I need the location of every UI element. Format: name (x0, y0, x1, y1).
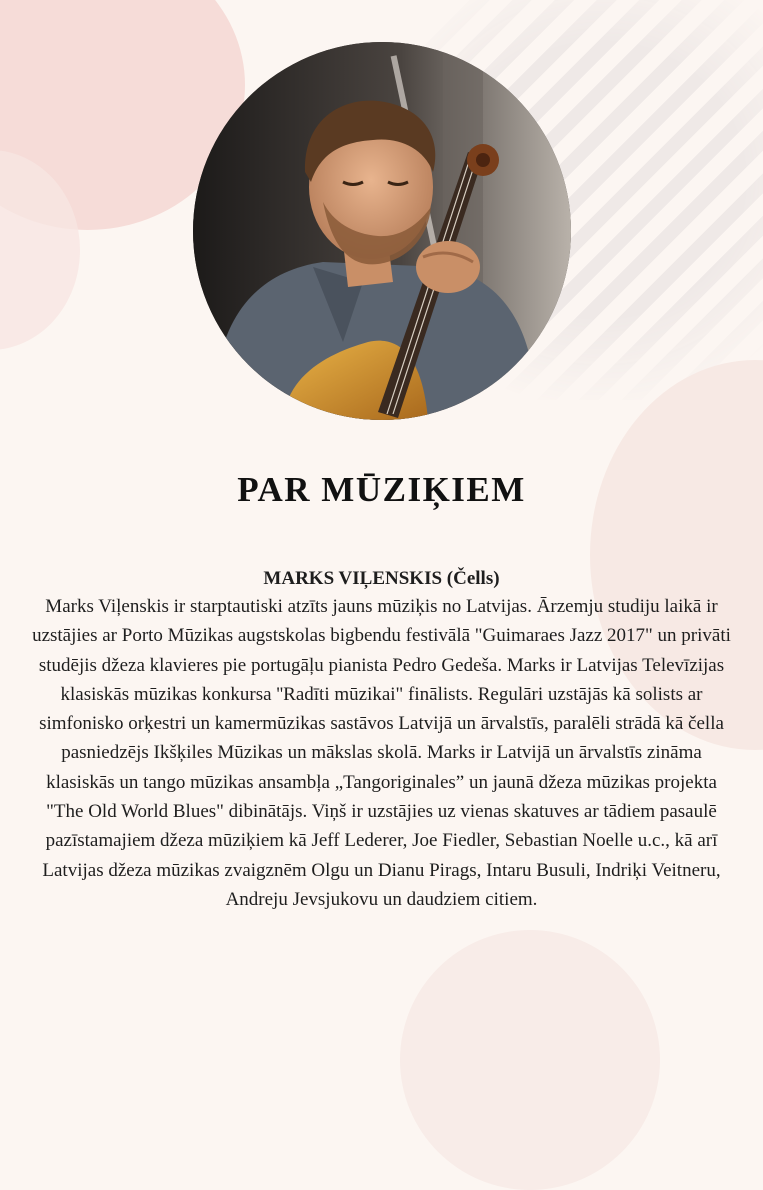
musician-name: MARKS VIĻENSKIS (Čells) (263, 568, 500, 589)
musician-bio-text: Marks Viļenskis ir starptautiski atzīts jauns mūziķis no Latvijas. Ārzemju studiju laikā ir uzstājies ar Porto Mūzikas augstskolas bigbendu festivālā "Guimaraes Jazz 2017" un privāti studējis džeza klavieres pie portugāļu pianista Pedro Gedeša. Marks ir Latvijas Televīzijas klasiskās mūzikas konkursa ''Radīti mūzikai" finālists. Regulāri uzstājās kā solists ar simfonisko orķestri un kamermūzikas sastāvos Latvijā un ārvalstīs, paralēli strādā kā čella pasniedzējs Ikšķiles Mūzikas un mākslas skolā. Marks ir Latvijā un ārvalstīs zināma klasiskās un tango mūzikas ansambļa „Tangoriginales” un jaunā džeza mūzikas projekta "The Old World Blues" dibinātājs. Viņš ir uzstājies uz vienas skatuves ar tādiem pasaulē pazīstamajiem džeza mūziķiem kā Jeff Lederer, Joe Fiedler, Sebastian Noelle u.c., kā arī Latvijas džeza mūzikas zvaigznēm Olgu un Dianu Pirags, Intaru Busuli, Indriķi Veitneru, Andreju Jevsjukovu un daudziem citiem. (32, 596, 731, 910)
decorative-bottom-circle (400, 930, 660, 1190)
page-title: PAR MŪZIĶIEM (237, 470, 526, 509)
musician-portrait (193, 42, 571, 420)
musician-bio (30, 566, 733, 914)
